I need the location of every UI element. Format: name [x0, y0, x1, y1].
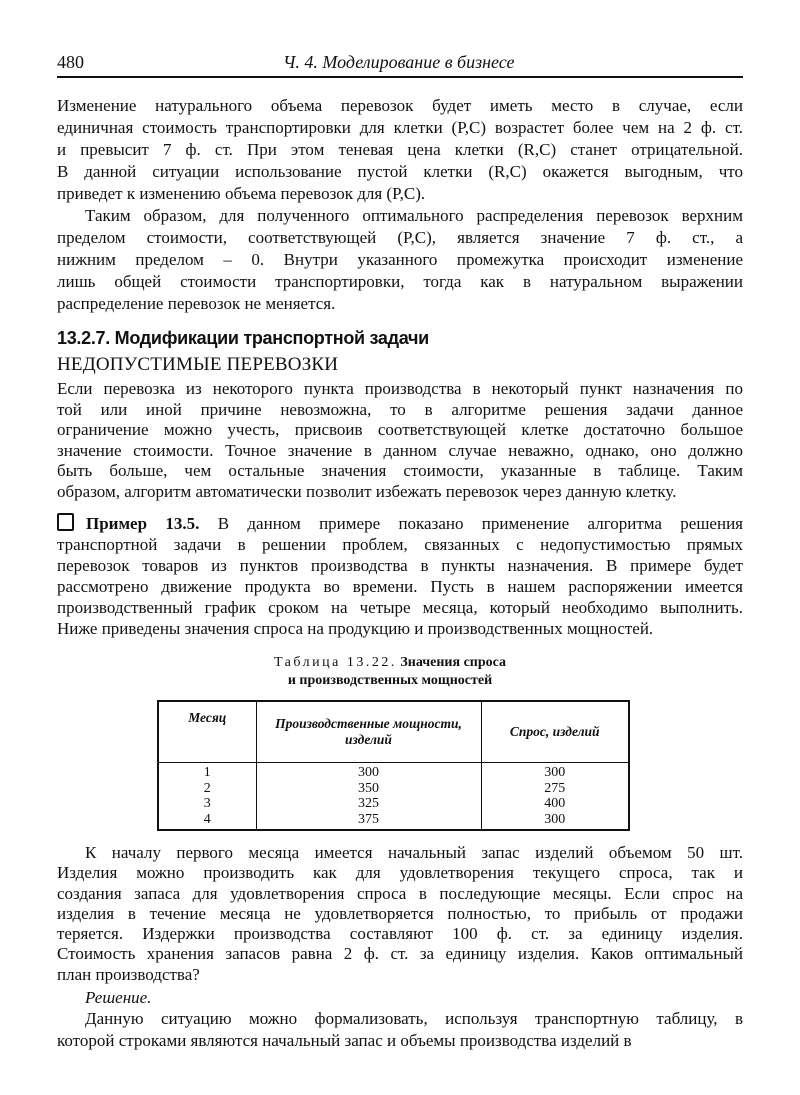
text-line: образом, алгоритм автоматически позволит избежать перевозок через данную клетку.	[57, 481, 677, 501]
table-label: Таблица 13.22.	[273, 655, 397, 670]
table-caption	[150, 654, 630, 690]
paragraph	[57, 1008, 743, 1052]
solution-label	[85, 987, 385, 1008]
text-line: которой строками являются начальный запас и объемы производства изделий в	[57, 1031, 632, 1050]
text-line: распределение перевозок не меняется.	[57, 294, 336, 313]
section-heading: 13.2.7. Модификации транспортной задачи	[57, 328, 429, 348]
header-demand: Спрос, изделий	[481, 701, 629, 763]
cell-month: 1	[203, 765, 211, 780]
table-row	[158, 796, 629, 812]
text-line: К началу первого месяца имеется начальный запас изделий объемом 50 шт.	[85, 843, 743, 862]
text-line: той или иной причине невозможна, то в алгоритме решения задачи данное	[57, 399, 743, 419]
paragraph	[57, 379, 743, 502]
text-line: приведет к изменению объема перевозок для (P,C).	[57, 184, 426, 203]
cell-capacity: 300	[256, 763, 481, 781]
subsection-heading: НЕДОПУСТИМЫЕ ПЕРЕВОЗКИ	[57, 354, 339, 375]
paragraph	[57, 843, 743, 985]
cell-capacity: 350	[256, 781, 481, 797]
text-line	[57, 513, 743, 534]
text-line: создания запаса для удовлетворения спроса в последующие месяцы. Если спрос на	[57, 883, 743, 903]
text-line: изделия в течение месяца не удовлетворяется полностью, то прибыль от продажи	[57, 903, 743, 923]
text-line: Стоимость хранения запасов равна 2 ф. ст. за единицу изделия. Каков оптимальный	[57, 944, 743, 964]
text-line: Таким образом, для полученного оптимального распределения перевозок верхним	[85, 206, 743, 225]
running-head	[57, 52, 743, 78]
cell-month: 3	[203, 796, 211, 811]
example-label: Пример 13.5.	[86, 514, 200, 533]
paragraph	[57, 205, 743, 315]
cell-demand: 275	[481, 781, 629, 797]
cell-capacity: 325	[256, 796, 481, 812]
cell-demand: 300	[481, 812, 629, 831]
paragraph	[57, 95, 743, 205]
example-lines	[57, 534, 743, 639]
text-line: нижним пределом – 0. Внутри указанного промежутка происходит изменение	[57, 250, 743, 269]
text-line: Ниже приведены значения спроса на продукцию и производственных мощностей.	[57, 619, 654, 638]
page-number: 480	[57, 52, 84, 72]
table-row	[158, 763, 629, 781]
solution-label-text: Решение.	[85, 988, 152, 1007]
table-title-1: Значения спроса	[400, 655, 507, 670]
text-line: значение стоимости. Точное значение в данном случае неважно, однако, оно должно	[57, 440, 743, 460]
cell-demand: 400	[481, 796, 629, 812]
header-capacity: Производственные мощности, изделий	[256, 701, 481, 763]
cell-demand: 300	[481, 763, 629, 781]
header-month: Месяц	[158, 701, 256, 763]
text-line: пределом стоимости, соответствующей (P,C), является значение 7 ф. ст., а	[57, 228, 743, 247]
text-line: план производства?	[57, 964, 200, 984]
cell-month: 2	[203, 780, 211, 796]
text-line: рассмотрено движение продукта во времени. Пусть в нашем распоряжении имеется	[57, 577, 743, 596]
text-line: единичная стоимость транспортировки для клетки (P,C) возрастет более чем на 2 ф. ст.	[57, 118, 743, 137]
text-line: быть больше, чем остальные значения стоимости, указанные в таблице. Таким	[57, 461, 743, 480]
demand-capacity-table	[157, 700, 630, 831]
table-row	[158, 781, 629, 797]
chapter-title: Ч. 4. Моделирование в бизнесе	[283, 52, 515, 72]
text-line: ограничение можно учесть, присвоив соответствующей клетке достаточно большое	[57, 420, 743, 439]
text-line: перевозок товаров из пунктов производства в пункты назначения. В примере будет	[57, 556, 743, 575]
text-line: Данную ситуацию можно формализовать, используя транспортную таблицу, в	[85, 1009, 743, 1028]
table-row	[158, 812, 629, 831]
table-title-2: и производственных мощностей	[287, 673, 493, 688]
text-line: Изделия можно производить как для удовлетворения текущего спроса, так и	[57, 863, 743, 883]
example-marker-icon	[57, 513, 74, 531]
text-line: В данной ситуации использование пустой клетки (R,C) окажется выгодным, что	[57, 162, 743, 181]
text-line: Если перевозка из некоторого пункта производства в некоторый пункт назначения по	[57, 379, 743, 398]
text-line: и превысит 7 ф. ст. При этом теневая цена клетки (R,C) станет отрицательной.	[57, 140, 743, 159]
text-line-content: В данном примере показано применение алгоритма решения	[217, 514, 743, 533]
example-paragraph	[57, 513, 743, 639]
text-line: Изменение натурального объема перевозок будет иметь место в случае, если	[57, 96, 743, 115]
text-line: транспортной задачи в решении проблем, связанных с недопустимостью прямых	[57, 535, 743, 554]
cell-capacity: 375	[256, 812, 481, 831]
text-line: лишь общей стоимости транспортировки, тогда как в натуральном выражении	[57, 272, 743, 291]
cell-month: 4	[203, 811, 211, 827]
text-line: производственный график сроком на четыре месяца, который необходимо выполнить.	[57, 598, 743, 617]
text-line: теряется. Издержки производства составляют 100 ф. ст. за единицу изделия.	[57, 924, 743, 944]
